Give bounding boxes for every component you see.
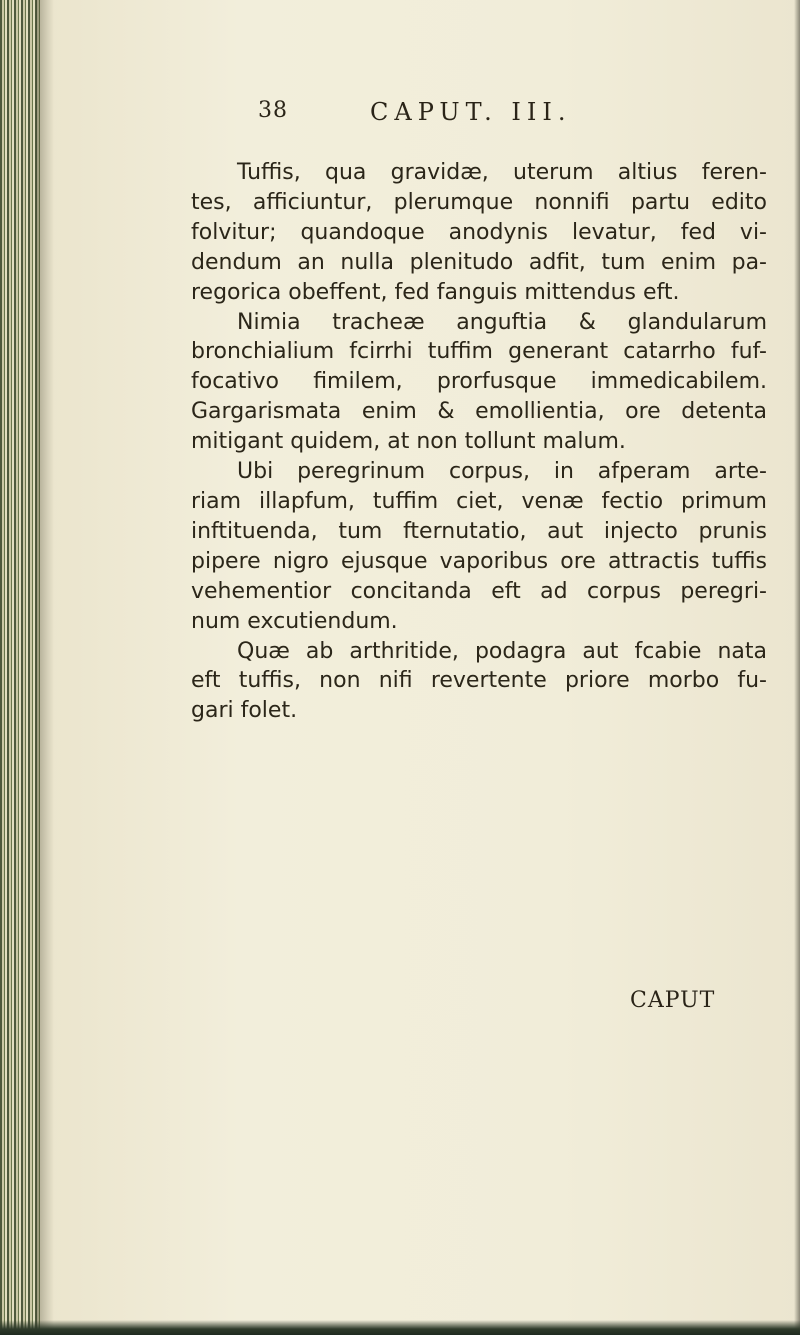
text-line: gari folet. xyxy=(191,698,298,724)
text-line: tes, afficiuntur, plerumque nonnifi partu edito xyxy=(191,189,767,215)
binding-gutter xyxy=(0,0,40,1335)
text-line: Ubi peregrinum corpus, in afperam arte- xyxy=(237,459,767,485)
running-head: CAPUT. III. xyxy=(370,98,572,126)
text-line: Tuffis, qua gravidæ, uterum altius feren- xyxy=(237,160,767,185)
text-line: vehementior concitanda eft ad corpus peregri- xyxy=(191,578,767,604)
catchword: CAPUT xyxy=(630,988,716,1013)
page-header xyxy=(258,98,618,138)
body-text xyxy=(191,158,767,726)
page-bottom-edge xyxy=(0,1320,800,1335)
text-line: eft tuffis, non nifi revertente priore morbo fu- xyxy=(191,668,767,694)
text-line: dendum an nulla plenitudo adfit, tum enim pa- xyxy=(191,249,767,275)
text-line: riam illapfum, tuffim ciet, venæ fectio primum xyxy=(191,488,767,514)
text-line: inftituenda, tum fternutatio, aut injecto prunis xyxy=(191,518,767,544)
text-line: Nimia tracheæ anguftia & glandularum xyxy=(237,309,767,335)
text-line: Quæ ab arthritide, podagra aut fcabie nata xyxy=(237,638,767,664)
text-line: Gargarismata enim & emollientia, ore detenta xyxy=(191,399,767,425)
text-line: regorica obeffent, fed fanguis mittendus eft. xyxy=(191,279,680,305)
text-line: focativo fimilem, prorfusque immedicabilem. xyxy=(191,369,767,395)
text-line: folvitur; quandoque anodynis levatur, fed vi- xyxy=(191,219,767,245)
page-edge xyxy=(794,0,800,1335)
text-line: mitigant quidem, at non tollunt malum. xyxy=(191,429,626,455)
page-number: 38 xyxy=(258,98,288,123)
gutter-shadow xyxy=(36,0,54,1335)
text-line: pipere nigro ejusque vaporibus ore attractis tuffis xyxy=(191,548,767,574)
text-line: bronchialium fcirrhi tuffim generant catarrho fuf- xyxy=(191,339,767,365)
text-line: num excutiendum. xyxy=(191,608,398,634)
